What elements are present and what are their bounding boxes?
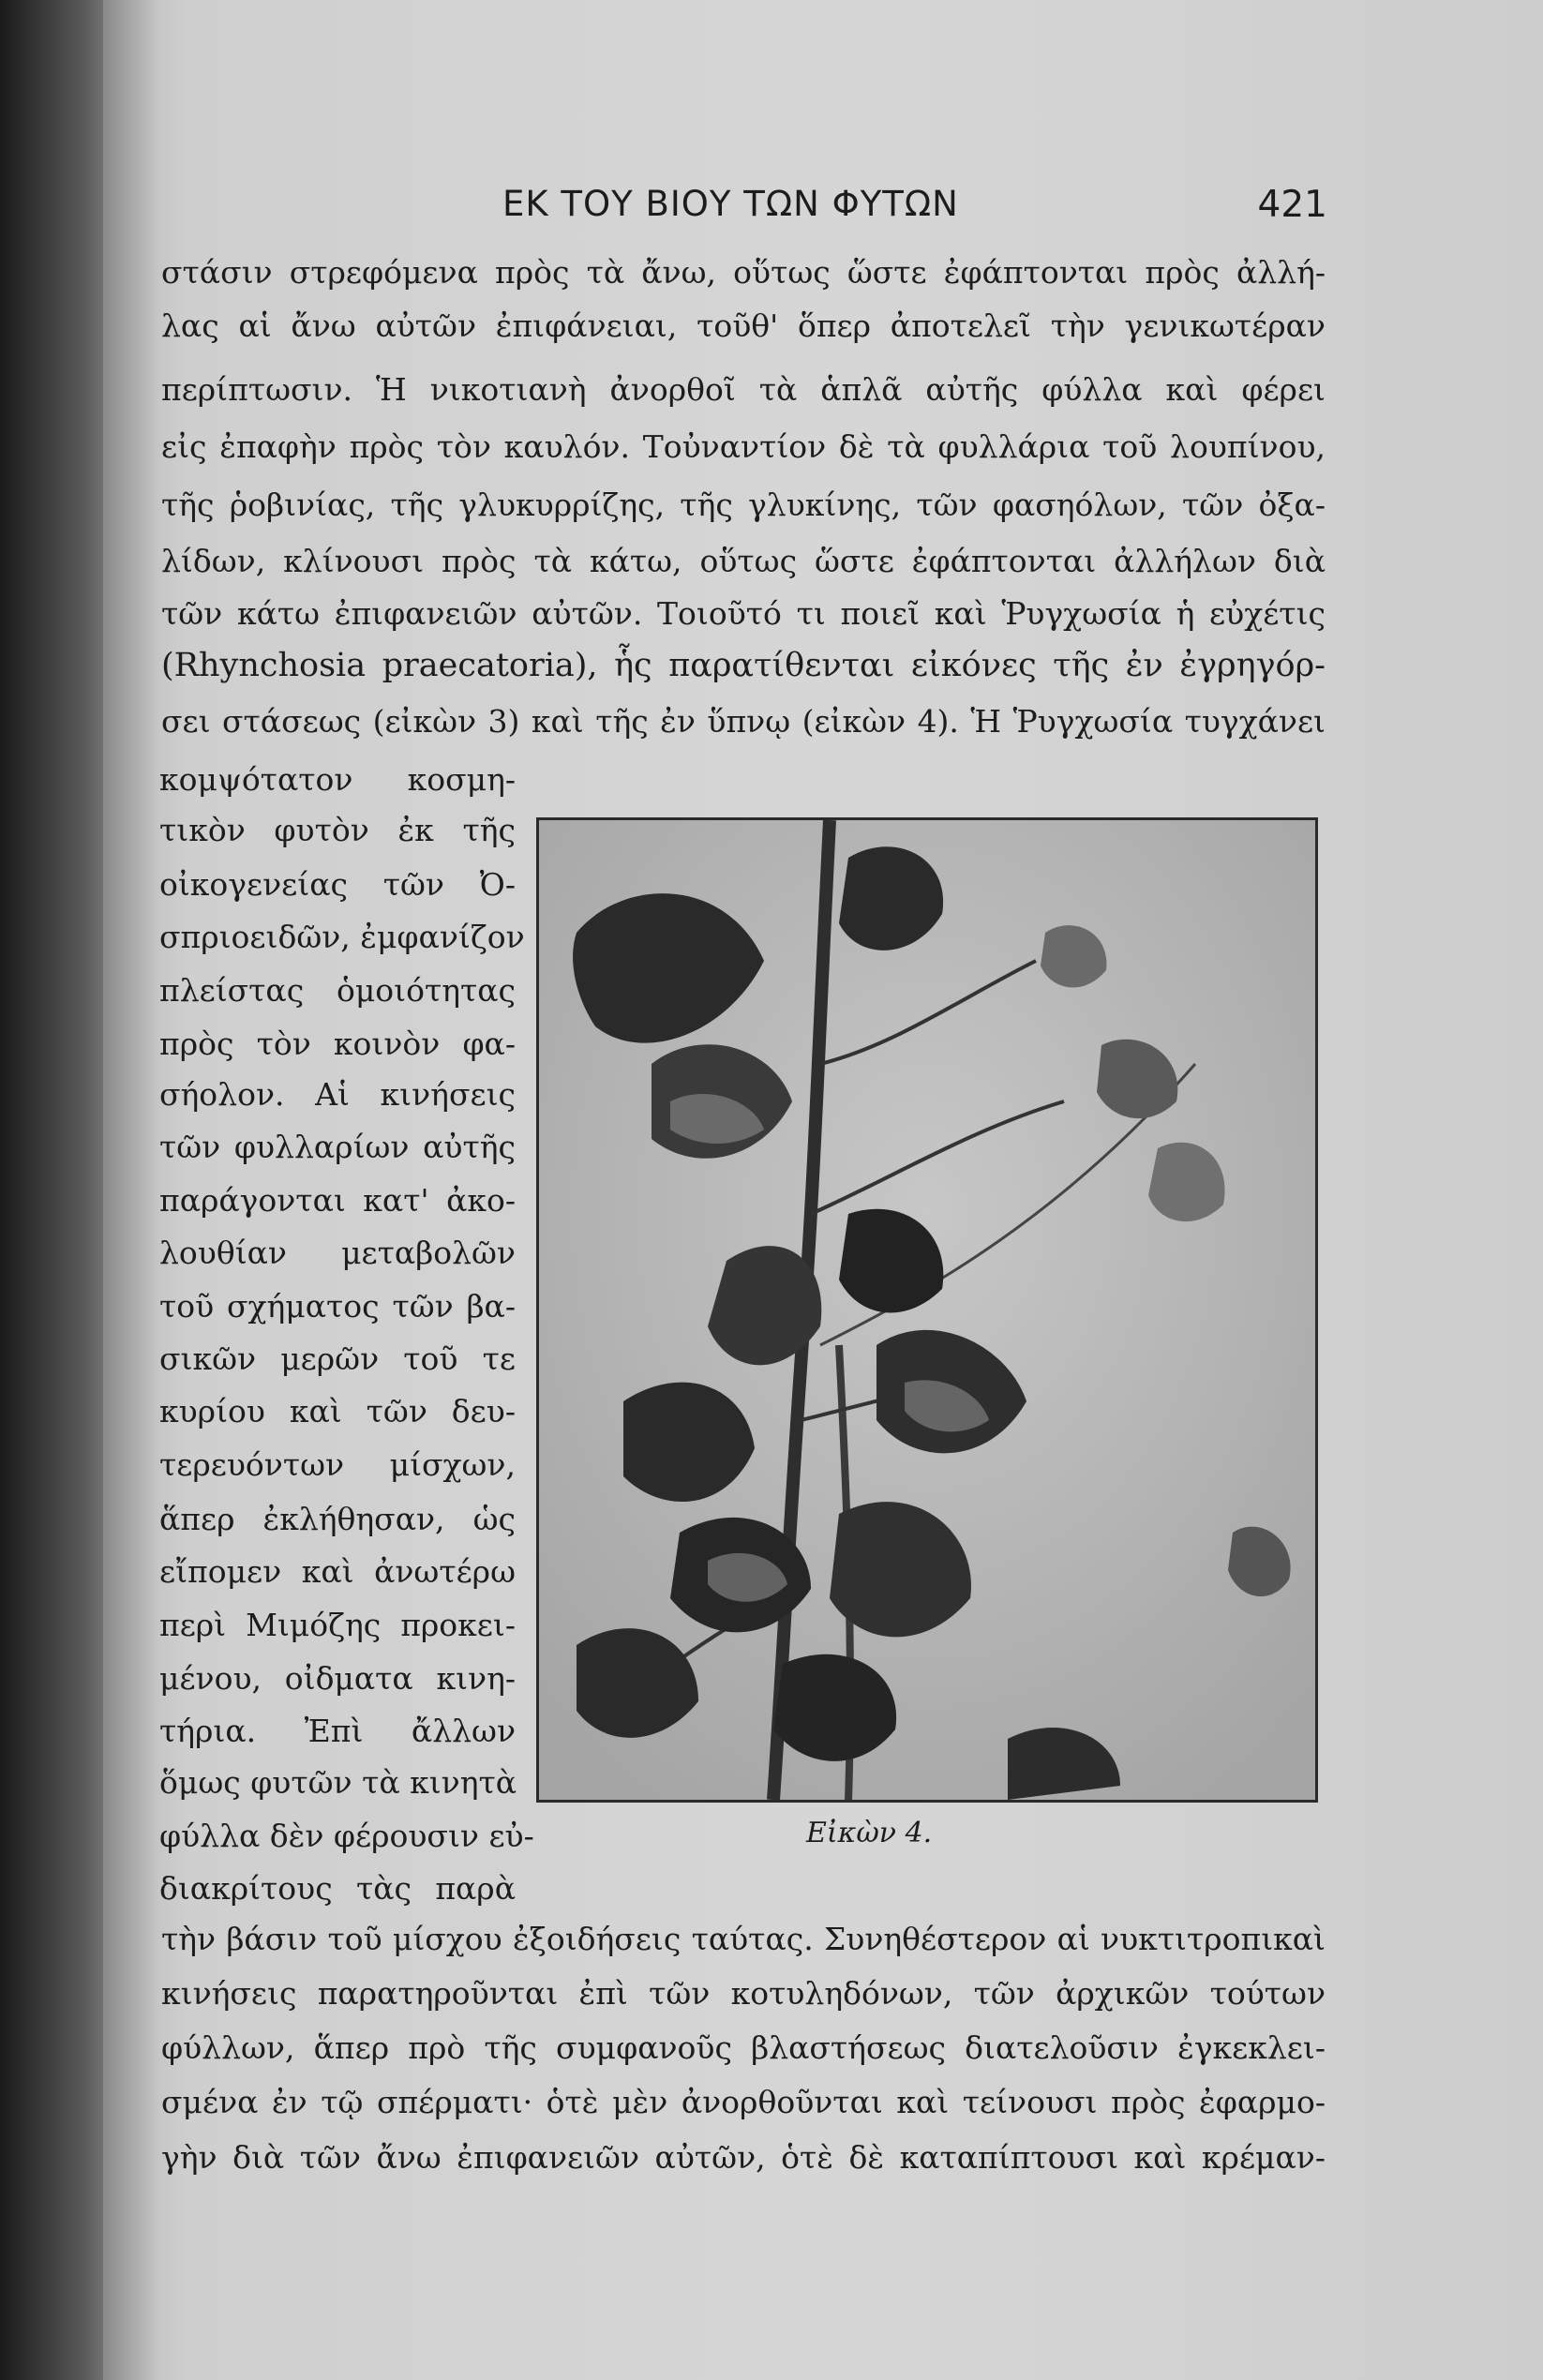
- page-number: 421: [1257, 184, 1327, 226]
- page-gutter-shade: [103, 0, 159, 2380]
- column-line: εἴπομεν καὶ ἀνωτέρω: [159, 1553, 516, 1590]
- column-line: οἰκογενείας τῶν Ὀ-: [159, 866, 516, 903]
- figure-caption: Εἰκὼν 4.: [806, 1817, 933, 1849]
- text-line: στάσιν στρεφόμενα πρὸς τὰ ἄνω, οὕτως ὥστε ἐφάπτονται πρὸς ἀλλή-: [161, 254, 1326, 291]
- column-line: σήολον. Αἱ κινήσεις: [159, 1076, 516, 1113]
- text-line: περίπτωσιν. Ἡ νικοτιανὴ ἀνορθοῖ τὰ ἁπλᾶ αὐτῆς φύλλα καὶ φέρει: [161, 371, 1326, 408]
- column-line: ὅμως φυτῶν τὰ κινητὰ: [159, 1764, 517, 1801]
- text-line: (Rhynchosia praecatoria), ἧς παρατίθενται εἰκόνες τῆς ἐν ἐγρηγόρ-: [161, 647, 1326, 684]
- text-line: σμένα ἐν τῷ σπέρματι· ὁτὲ μὲν ἀνορθοῦνται καὶ τείνουσι πρὸς ἐφαρμο-: [161, 2084, 1326, 2120]
- column-line: πρὸς τὸν κοινὸν φα-: [159, 1025, 516, 1062]
- column-line: πλείστας ὁμοιότητας: [159, 972, 516, 1009]
- text-line: λίδων, κλίνουσι πρὸς τὰ κάτω, οὕτως ὥστε ἐφάπτονται ἀλλήλων διὰ: [161, 543, 1326, 579]
- column-line: παράγονται κατ' ἀκο-: [159, 1182, 516, 1219]
- column-line: φύλλα δὲν φέρουσιν εὐ-: [159, 1818, 534, 1854]
- book-spine-shadow: [0, 0, 112, 2380]
- text-line: γὴν διὰ τῶν ἄνω ἐπιφανειῶν αὐτῶν, ὁτὲ δὲ καταπίπτουσι καὶ κρέμαν-: [161, 2139, 1326, 2176]
- rhynchosia-plant-illustration: [539, 820, 1315, 1800]
- column-line: σπριοειδῶν, ἐμφανίζον: [159, 919, 525, 955]
- column-line: μένου, οἰδματα κινη-: [159, 1660, 516, 1697]
- plant-photograph: [536, 817, 1318, 1803]
- running-header: [502, 184, 1327, 231]
- text-line: τῆς ῥοβινίας, τῆς γλυκυρρίζης, τῆς γλυκίνης, τῶν φασηόλων, τῶν ὀξα-: [161, 486, 1326, 523]
- column-line: ἅπερ ἐκλήθησαν, ὡς: [159, 1501, 516, 1537]
- column-line: τοῦ σχήματος τῶν βα-: [159, 1288, 516, 1325]
- text-line: εἰς ἐπαφὴν πρὸς τὸν καυλόν. Τοὐναντίον δὲ τὰ φυλλάρια τοῦ λουπίνου,: [161, 428, 1326, 465]
- text-line: φύλλων, ἅπερ πρὸ τῆς συμφανοῦς βλαστήσεως διατελοῦσιν ἐγκεκλει-: [161, 2029, 1326, 2066]
- column-line: τερευόντων μίσχων,: [159, 1446, 516, 1483]
- column-line: σικῶν μερῶν τοῦ τε: [159, 1340, 516, 1377]
- column-line: διακρίτους τὰς παρὰ: [159, 1870, 516, 1907]
- column-line: τῶν φυλλαρίων αὐτῆς: [159, 1129, 516, 1165]
- text-line: τὴν βάσιν τοῦ μίσχου ἐξοιδήσεις ταύτας. Συνηθέστερον αἱ νυκτιτροπικαὶ: [161, 1921, 1326, 1957]
- running-title: ΕΚ ΤΟΥ ΒΙΟΥ ΤΩΝ ΦΥΤΩΝ: [502, 184, 959, 224]
- column-line: λουθίαν μεταβολῶν: [159, 1235, 516, 1271]
- column-line: κυρίου καὶ τῶν δευ-: [159, 1393, 516, 1429]
- column-line: τήρια. Ἐπὶ ἄλλων: [159, 1713, 516, 1749]
- column-line: περὶ Μιμόζης προκει-: [159, 1607, 516, 1643]
- column-line: τικὸν φυτὸν ἐκ τῆς: [159, 812, 516, 848]
- column-line: κομψότατον κοσμη-: [159, 761, 516, 798]
- text-line: σει στάσεως (εἰκὼν 3) καὶ τῆς ἐν ὕπνῳ (εἰκὼν 4). Ἡ Ῥυγχωσία τυγχάνει: [161, 703, 1326, 740]
- text-line: τῶν κάτω ἐπιφανειῶν αὐτῶν. Τοιοῦτό τι ποιεῖ καὶ Ῥυγχωσία ἡ εὐχέτις: [161, 595, 1326, 632]
- text-line: κινήσεις παρατηροῦνται ἐπὶ τῶν κοτυληδόνων, τῶν ἀρχικῶν τούτων: [161, 1975, 1326, 2012]
- text-line: λας αἱ ἄνω αὐτῶν ἐπιφάνειαι, τοῦθ' ὅπερ ἀποτελεῖ τὴν γενικωτέραν: [161, 307, 1326, 344]
